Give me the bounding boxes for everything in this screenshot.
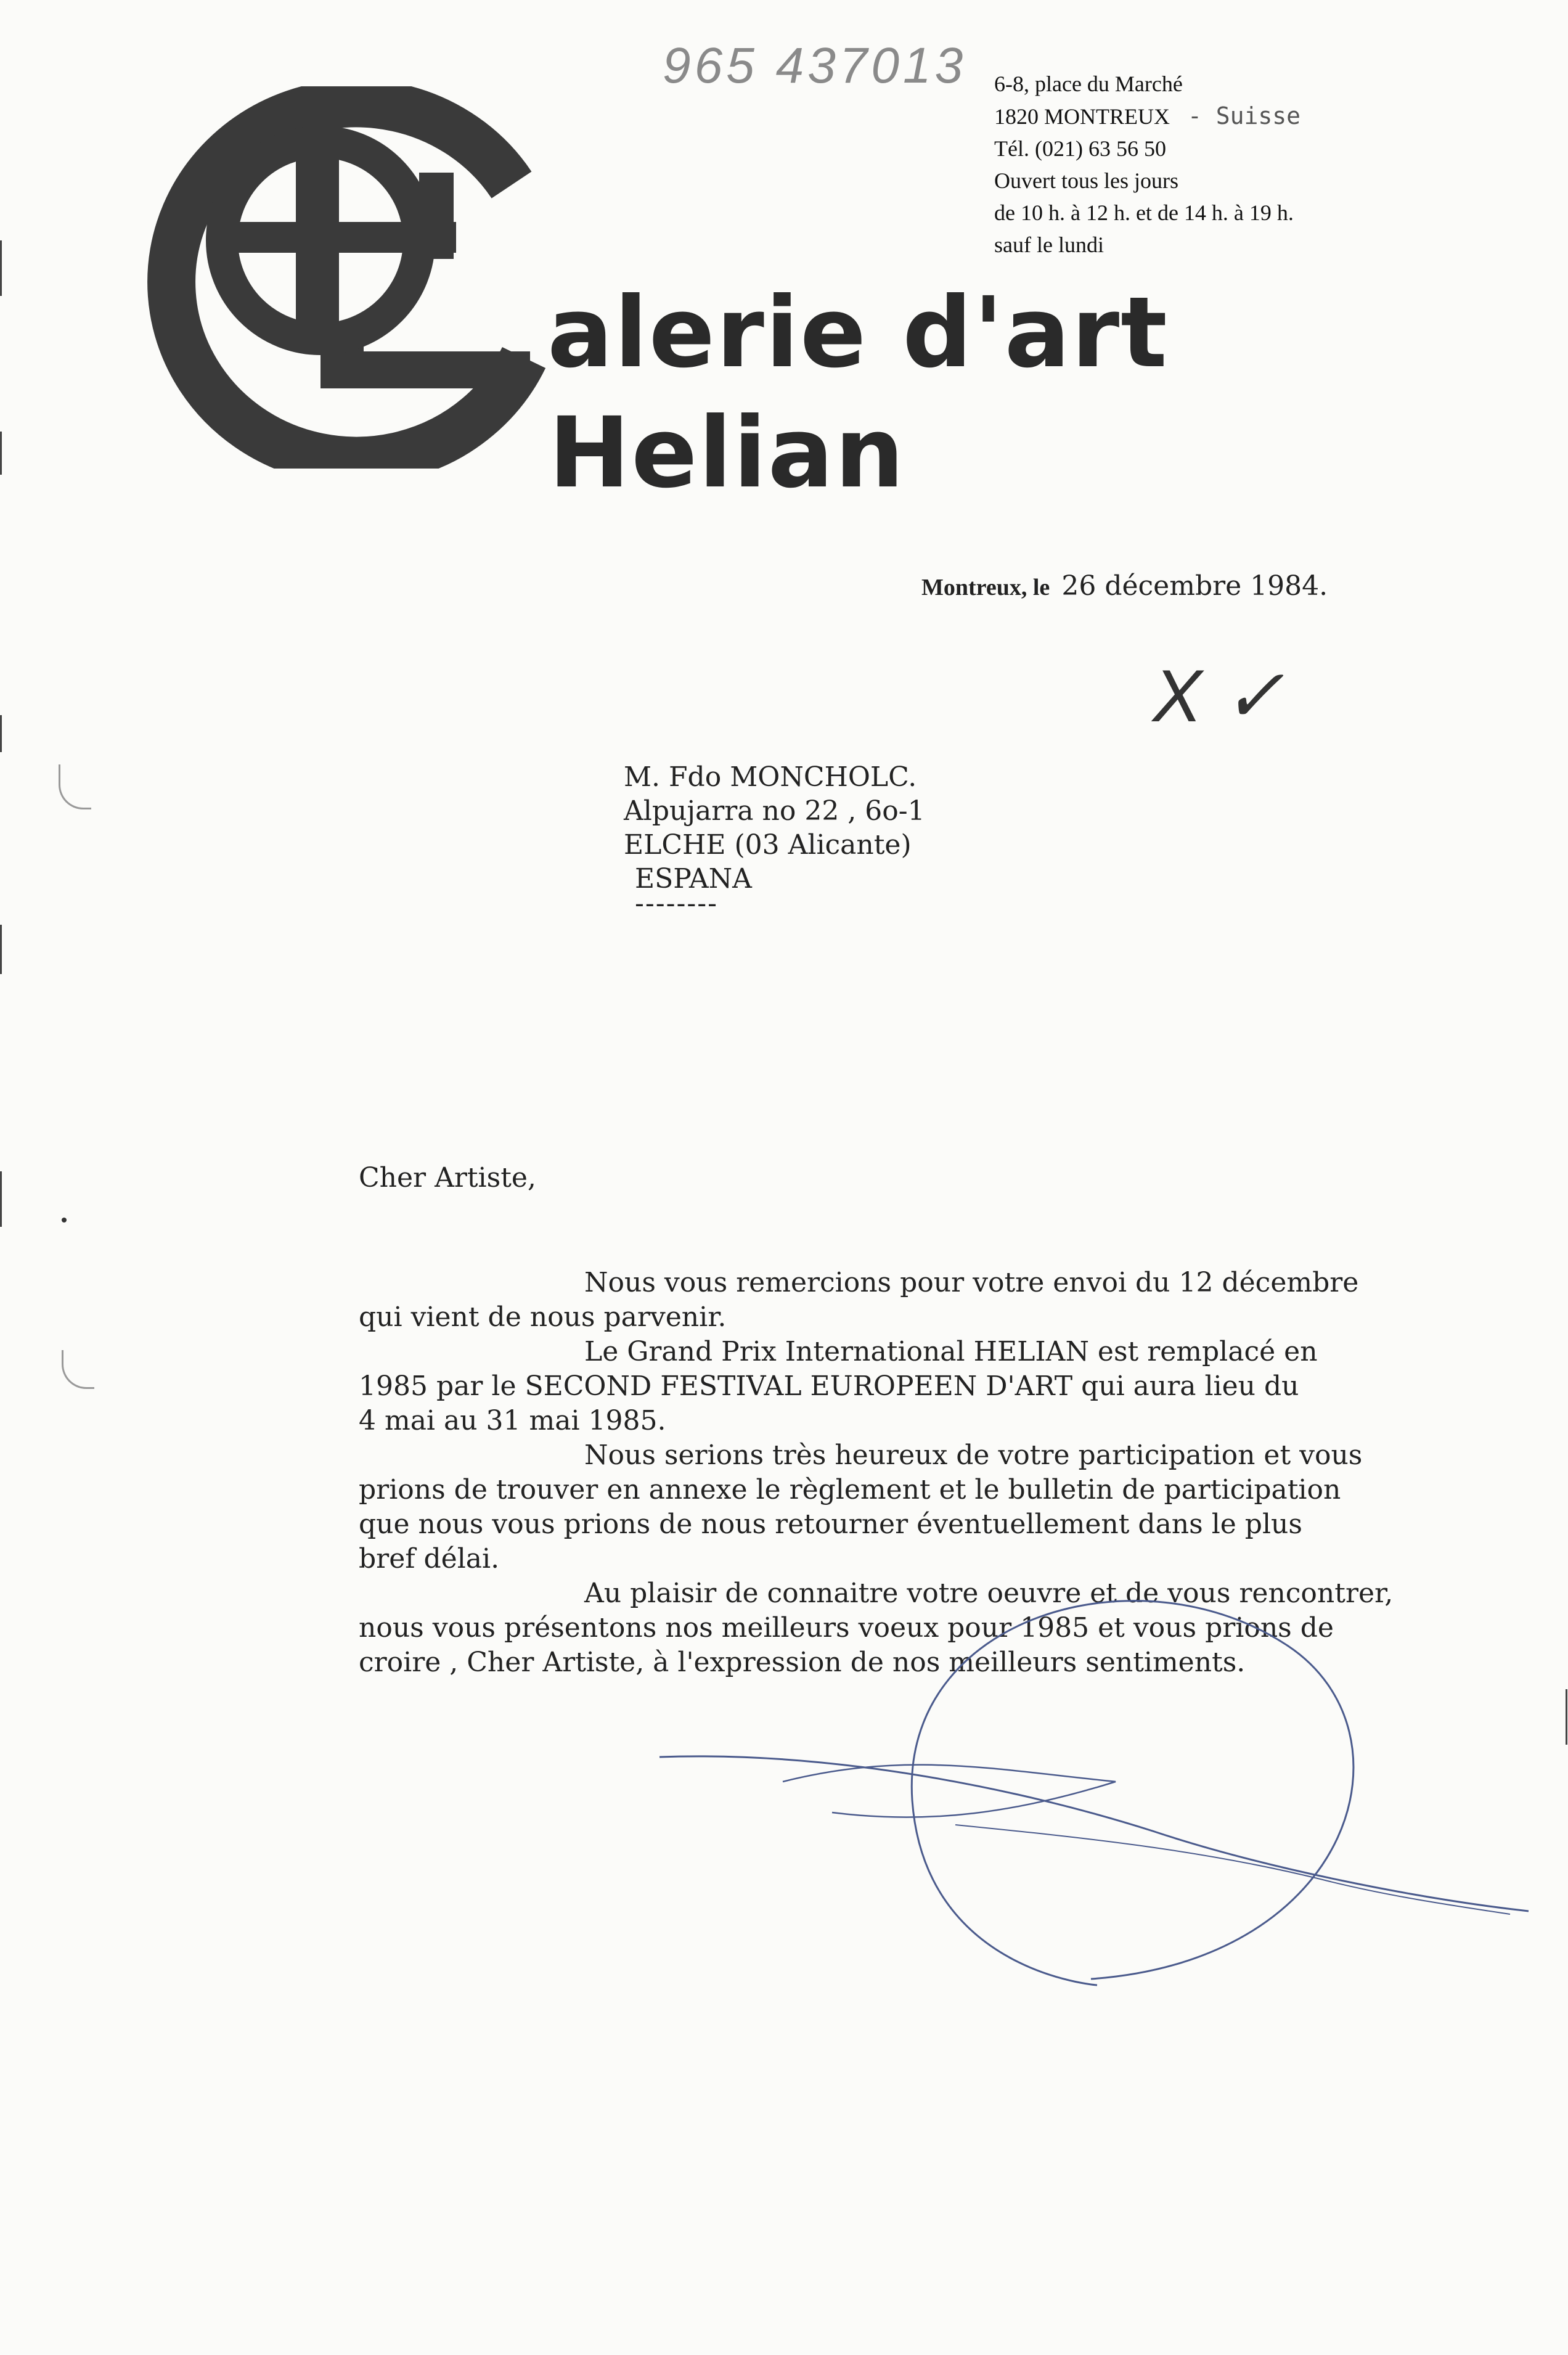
body-line: 4 mai au 31 mai 1985.	[359, 1405, 666, 1436]
body-line: Au plaisir de connaitre votre oeuvre et de vous rencontrer,	[584, 1578, 1394, 1609]
edge-mark	[0, 1171, 2, 1227]
address-city	[994, 100, 1301, 133]
body-line: Le Grand Prix International HELIAN est remplacé en	[584, 1336, 1318, 1367]
body-line: Nous serions très heureux de votre participation et vous	[584, 1440, 1363, 1471]
edge-mark	[1566, 1689, 1567, 1745]
recipient-street: Alpujarra no 22 , 6o-1	[624, 795, 925, 827]
hole-punch-mark	[62, 1350, 94, 1389]
handwritten-mark: X ✓	[1153, 655, 1284, 737]
body-line: bref délai.	[359, 1543, 500, 1575]
signature-icon	[647, 1356, 1541, 2355]
body-line: nous vous présentons nos meilleurs voeux pour 1985 et vous prions de	[359, 1612, 1334, 1644]
brand-name-line1: alerie d'art	[547, 276, 1169, 390]
address-block	[994, 68, 1301, 261]
body-line: croire , Cher Artiste, à l'expression de nos meilleurs sentiments.	[359, 1647, 1246, 1678]
edge-mark	[0, 715, 2, 752]
handwritten-reference: 965 437013	[663, 38, 967, 94]
letter-date: 26 décembre 1984.	[1061, 570, 1328, 602]
opening-hours-line3: sauf le lundi	[994, 232, 1104, 257]
opening-hours-line2: de 10 h. à 12 h. et de 14 h. à 19 h.	[994, 200, 1294, 225]
hole-punch-mark	[59, 764, 91, 809]
address-postal-city: 1820 MONTREUX	[994, 104, 1170, 129]
recipient-city: ELCHE (03 Alicante)	[624, 829, 912, 861]
date-line	[921, 570, 1328, 602]
address-street: 6-8, place du Marché	[994, 72, 1183, 96]
body-line: Nous vous remercions pour votre envoi du 12 décembre	[584, 1267, 1359, 1298]
address-country: - Suisse	[1188, 102, 1301, 129]
body-line: 1985 par le SECOND FESTIVAL EUROPEEN D'ART qui aura lieu du	[359, 1370, 1299, 1402]
opening-hours-line1: Ouvert tous les jours	[994, 168, 1178, 193]
salutation: Cher Artiste,	[359, 1162, 536, 1194]
body-line: que nous vous prions de nous retourner éventuellement dans le plus	[359, 1509, 1302, 1540]
recipient-name: M. Fdo MONCHOLC.	[624, 761, 917, 793]
body-line: prions de trouver en annexe le règlement et le bulletin de participation	[359, 1474, 1341, 1505]
gallery-logo-icon	[129, 86, 573, 469]
recipient-country-underline: --------	[635, 888, 718, 919]
edge-mark	[0, 925, 2, 974]
recipient-country: ESPANA	[635, 863, 752, 895]
date-prefix: Montreux, le	[921, 575, 1050, 600]
brand-name-line2: Helian	[549, 396, 905, 510]
body-line: qui vient de nous parvenir.	[359, 1301, 727, 1333]
address-phone: Tél. (021) 63 56 50	[994, 136, 1166, 161]
edge-mark	[0, 432, 2, 475]
edge-mark	[0, 240, 2, 296]
stray-dot	[62, 1218, 67, 1223]
